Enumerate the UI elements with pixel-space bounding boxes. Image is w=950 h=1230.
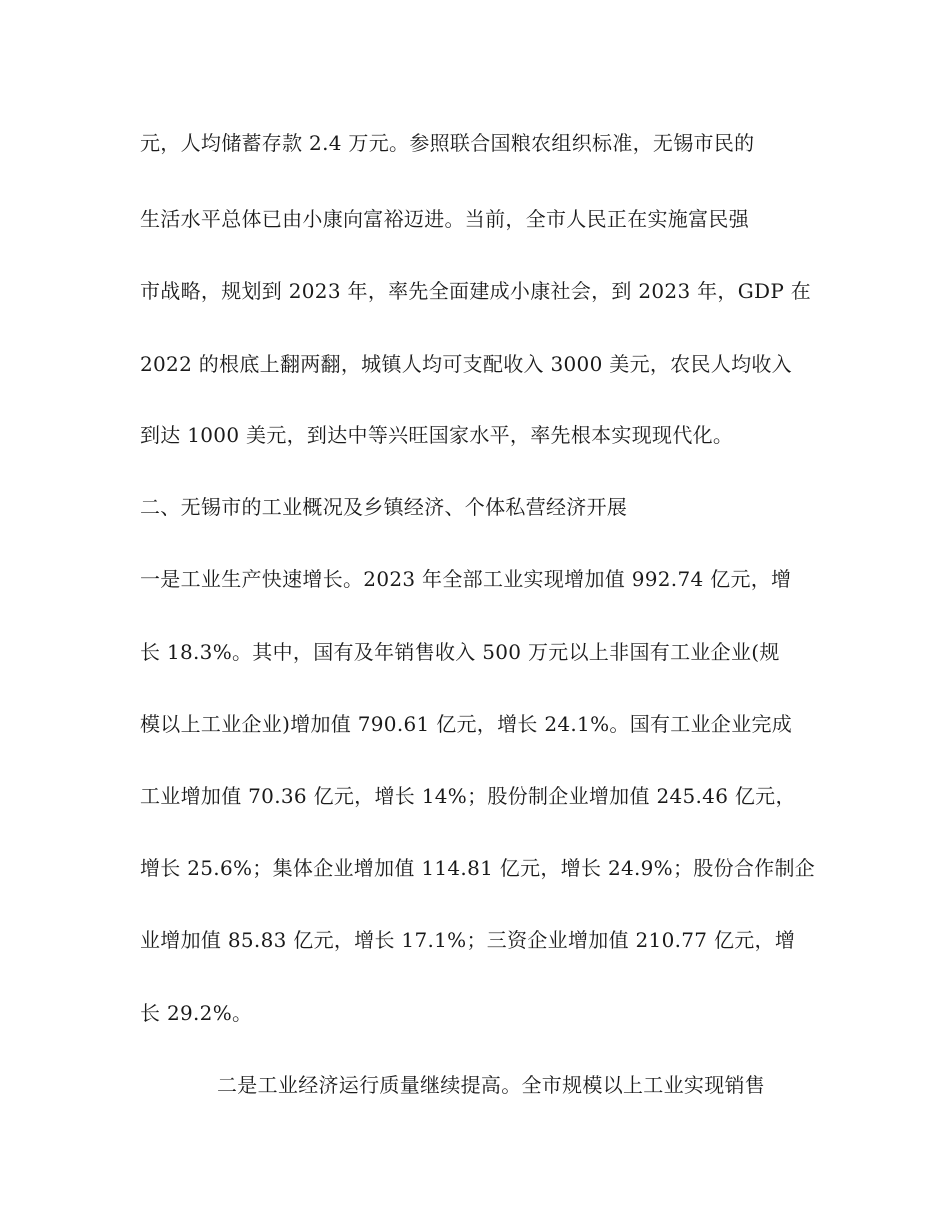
paragraph-line: 生活水平总体已由小康向富裕迈进。当前，全市人民正在实施富民强 bbox=[140, 207, 749, 231]
paragraph-line: 长 18.3%。其中，国有及年销售收入 500 万元以上非国有工业企业(规 bbox=[140, 640, 780, 664]
paragraph-line: 一是工业生产快速增长。2023 年全部工业实现增加值 992.74 亿元，增 bbox=[140, 567, 792, 591]
paragraph-line: 元，人均储蓄存款 2.4 万元。参照联合国粮农组织标准，无锡市民的 bbox=[140, 131, 755, 155]
paragraph-line: 2022 的根底上翻两翻，城镇人均可支配收入 3000 美元，农民人均收入 bbox=[140, 352, 792, 376]
paragraph-line: 增长 25.6%；集体企业增加值 114.81 亿元，增长 24.9%；股份合作制企 bbox=[140, 856, 816, 880]
paragraph-line: 长 29.2%。 bbox=[140, 1001, 253, 1025]
paragraph-line: 模以上工业企业)增加值 790.61 亿元，增长 24.1%。国有工业企业完成 bbox=[140, 712, 793, 736]
paragraph-line: 业增加值 85.83 亿元，增长 17.1%；三资企业增加值 210.77 亿元，增 bbox=[140, 928, 796, 952]
paragraph-line: 工业增加值 70.36 亿元，增长 14%；股份制企业增加值 245.46 亿元， bbox=[140, 784, 796, 808]
section-heading: 二、无锡市的工业概况及乡镇经济、个体私营经济开展 bbox=[140, 495, 628, 519]
paragraph-line: 到达 1000 美元，到达中等兴旺国家水平，率先根本实现现代化。 bbox=[140, 423, 734, 447]
paragraph-line: 市战略，规划到 2023 年，率先全面建成小康社会，到 2023 年，GDP 在 bbox=[140, 279, 812, 303]
paragraph-line: 二是工业经济运行质量继续提高。全市规模以上工业实现销售 bbox=[217, 1073, 766, 1097]
